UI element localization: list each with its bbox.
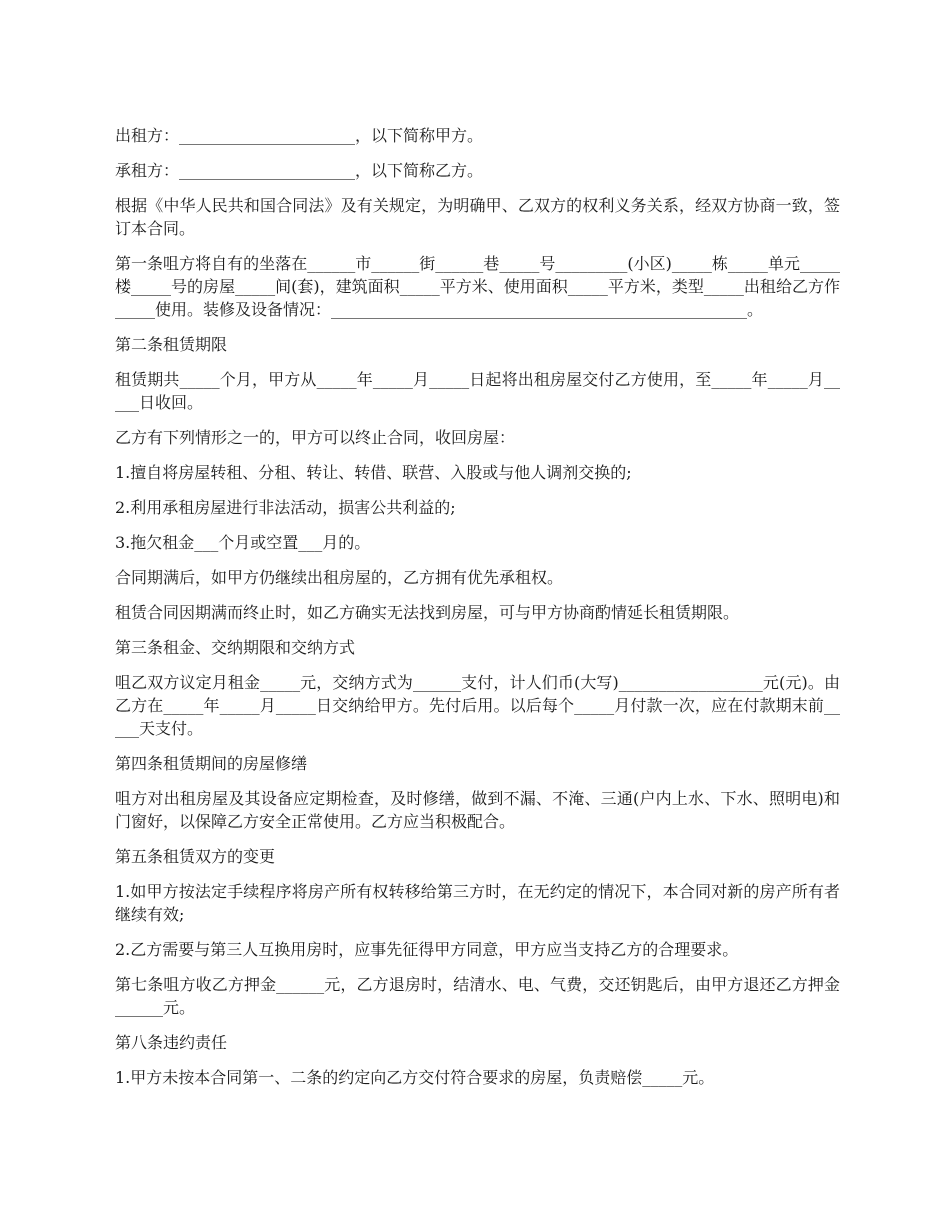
article-5-heading: 第五条租赁双方的变更 [115, 847, 276, 866]
lessor-line: 出租方：______________________，以下简称甲方。 [115, 126, 484, 145]
repair-paragraph: 咀方对出租房屋及其设备应定期检查，及时修缮，做到不漏、不淹、三通(户内上水、下水、照明电)和门窗好，以保障乙方安全正常使用。乙方应当积极配合。 [115, 789, 840, 831]
termination-item-2: 2.利用承租房屋进行非法活动，损害公共利益的; [115, 498, 456, 517]
termination-intro: 乙方有下列情形之一的，甲方可以终止合同，收回房屋： [115, 428, 516, 447]
renewal-priority-paragraph: 合同期满后，如甲方仍继续出租房屋的，乙方拥有优先承租权。 [115, 568, 564, 587]
extension-paragraph: 租赁合同因期满而终止时，如乙方确实无法找到房屋，可与甲方协商酌情延长租赁期限。 [115, 603, 740, 622]
rent-payment-paragraph: 咀乙双方议定月租金_____元，交纳方式为______支付，计人们币(大写)__________________元(元)。由乙方在_____年_____月_____日交纳给甲方。先付后用。以后每个_____月付款一次，应在付款期末前_____天支付。 [115, 673, 840, 738]
contract-document [115, 124, 840, 1101]
change-item-2: 2.乙方需要与第三人互换用房时，应事先征得甲方同意，甲方应当支持乙方的合理要求。 [115, 940, 739, 959]
article-3-heading: 第三条租金、交纳期限和交纳方式 [115, 638, 356, 657]
lease-term-paragraph: 租赁期共_____个月，甲方从_____年_____月_____日起将出租房屋交付乙方使用，至_____年_____月_____日收回。 [115, 370, 840, 412]
article-1-paragraph: 第一条咀方将自有的坐落在______市______街______巷_____号_________(小区)_____栋_____单元_____楼_____号的房屋_____间(套)，建筑面积_____平方米、使用面积_____平方米，类型_____出租给乙方作_____使用。装修及设备情况：____________________________________________________。 [115, 254, 840, 319]
article-4-heading: 第四条租赁期间的房屋修缮 [115, 754, 308, 773]
termination-item-3: 3.拖欠租金___个月或空置___月的。 [115, 533, 371, 552]
termination-item-1: 1.擅自将房屋转租、分租、转让、转借、联营、入股或与他人调剂交换的; [115, 463, 632, 482]
lessee-line: 承租方：______________________，以下简称乙方。 [115, 161, 484, 180]
breach-item-1: 1.甲方未按本合同第一、二条的约定向乙方交付符合要求的房屋，负责赔偿_____元。 [115, 1068, 715, 1087]
preamble-paragraph: 根据《中华人民共和国合同法》及有关规定，为明确甲、乙双方的权利义务关系，经双方协商一致，签订本合同。 [115, 196, 840, 238]
change-item-1: 1.如甲方按法定手续程序将房产所有权转移给第三方时，在无约定的情况下，本合同对新的房产所有者继续有效; [115, 882, 840, 924]
article-2-heading: 第二条租赁期限 [115, 335, 228, 354]
article-8-heading: 第八条违约责任 [115, 1033, 228, 1052]
deposit-paragraph: 第七条咀方收乙方押金______元，乙方退房时，结清水、电、气费，交还钥匙后，由甲方退还乙方押金______元。 [115, 975, 840, 1017]
